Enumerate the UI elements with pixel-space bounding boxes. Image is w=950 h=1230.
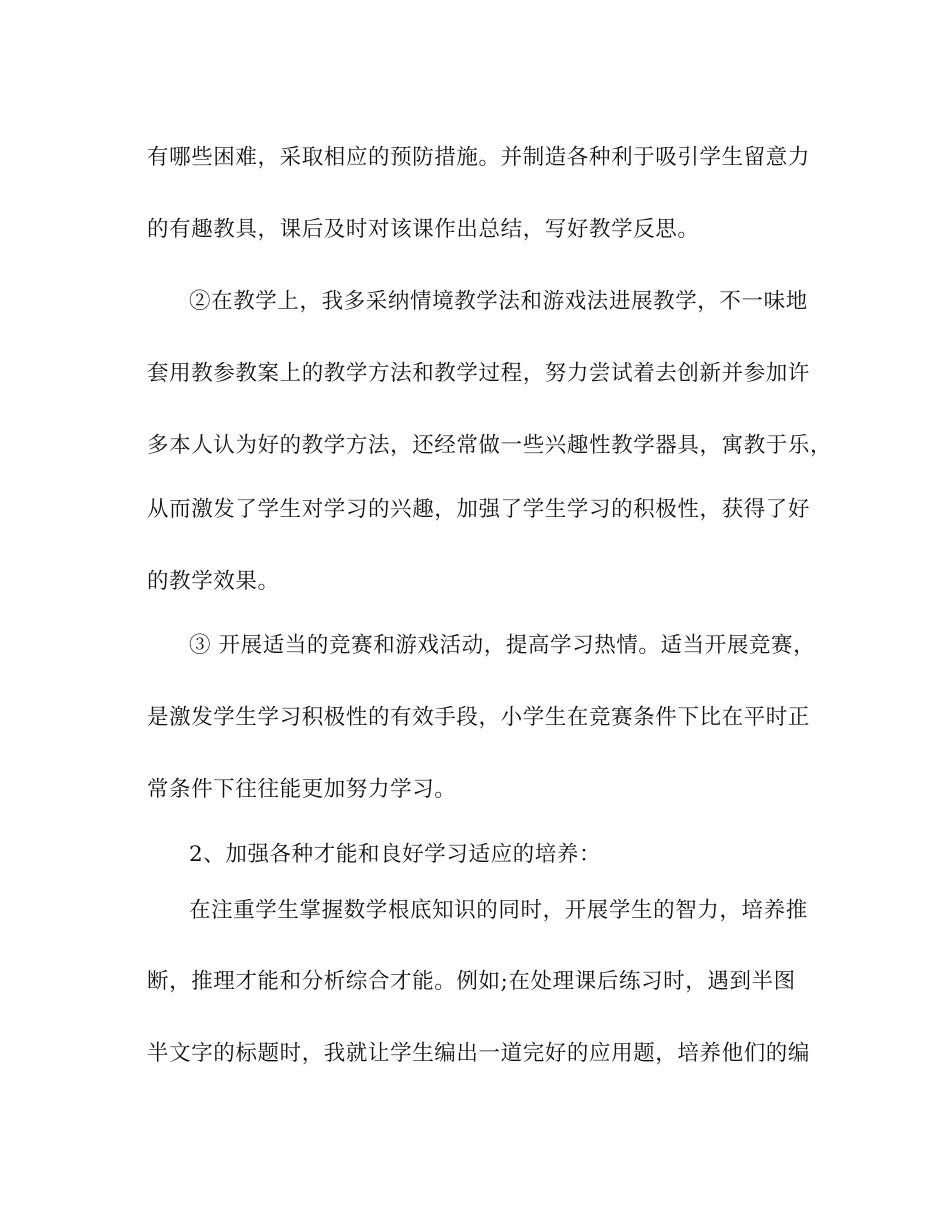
text-line: 从而激发了学生对学习的兴趣，加强了学生学习的积极性，获得了好 <box>147 497 811 522</box>
text-line: 多本人认为好的教学方法，还经常做一些兴趣性教学器具，寓教于乐， <box>147 433 833 458</box>
text-line: 的有趣教具，课后及时对该课作出总结，写好教学反思。 <box>147 217 700 242</box>
text-line: ②在教学上，我多采纳情境教学法和游戏法进展教学，不一味地 <box>189 289 808 314</box>
text-line: 的教学效果。 <box>147 569 280 594</box>
text-line: 在注重学生掌握数学根底知识的同时，开展学生的智力，培养推 <box>189 898 808 923</box>
text-line: 断，推理才能和分析综合才能。例如;在处理课后练习时，遇到半图 <box>147 969 796 994</box>
text-line: ③ 开展适当的竞赛和游戏活动，提高学习热情。适当开展竞赛， <box>189 633 816 658</box>
text-line: 套用教参教案上的教学方法和教学过程，努力尝试着去创新并参加许 <box>147 361 811 386</box>
text-line: 半文字的标题时，我就让学生编出一道完好的应用题，培养他们的编 <box>147 1041 811 1066</box>
text-line: 常条件下往往能更加努力学习。 <box>147 777 457 802</box>
text-line: 有哪些困难，采取相应的预防措施。并制造各种利于吸引学生留意力 <box>147 145 811 170</box>
text-line: 是激发学生学习积极性的有效手段，小学生在竞赛条件下比在平时正 <box>147 705 811 730</box>
section-heading: 2、加强各种才能和良好学习适应的培养： <box>189 842 602 867</box>
